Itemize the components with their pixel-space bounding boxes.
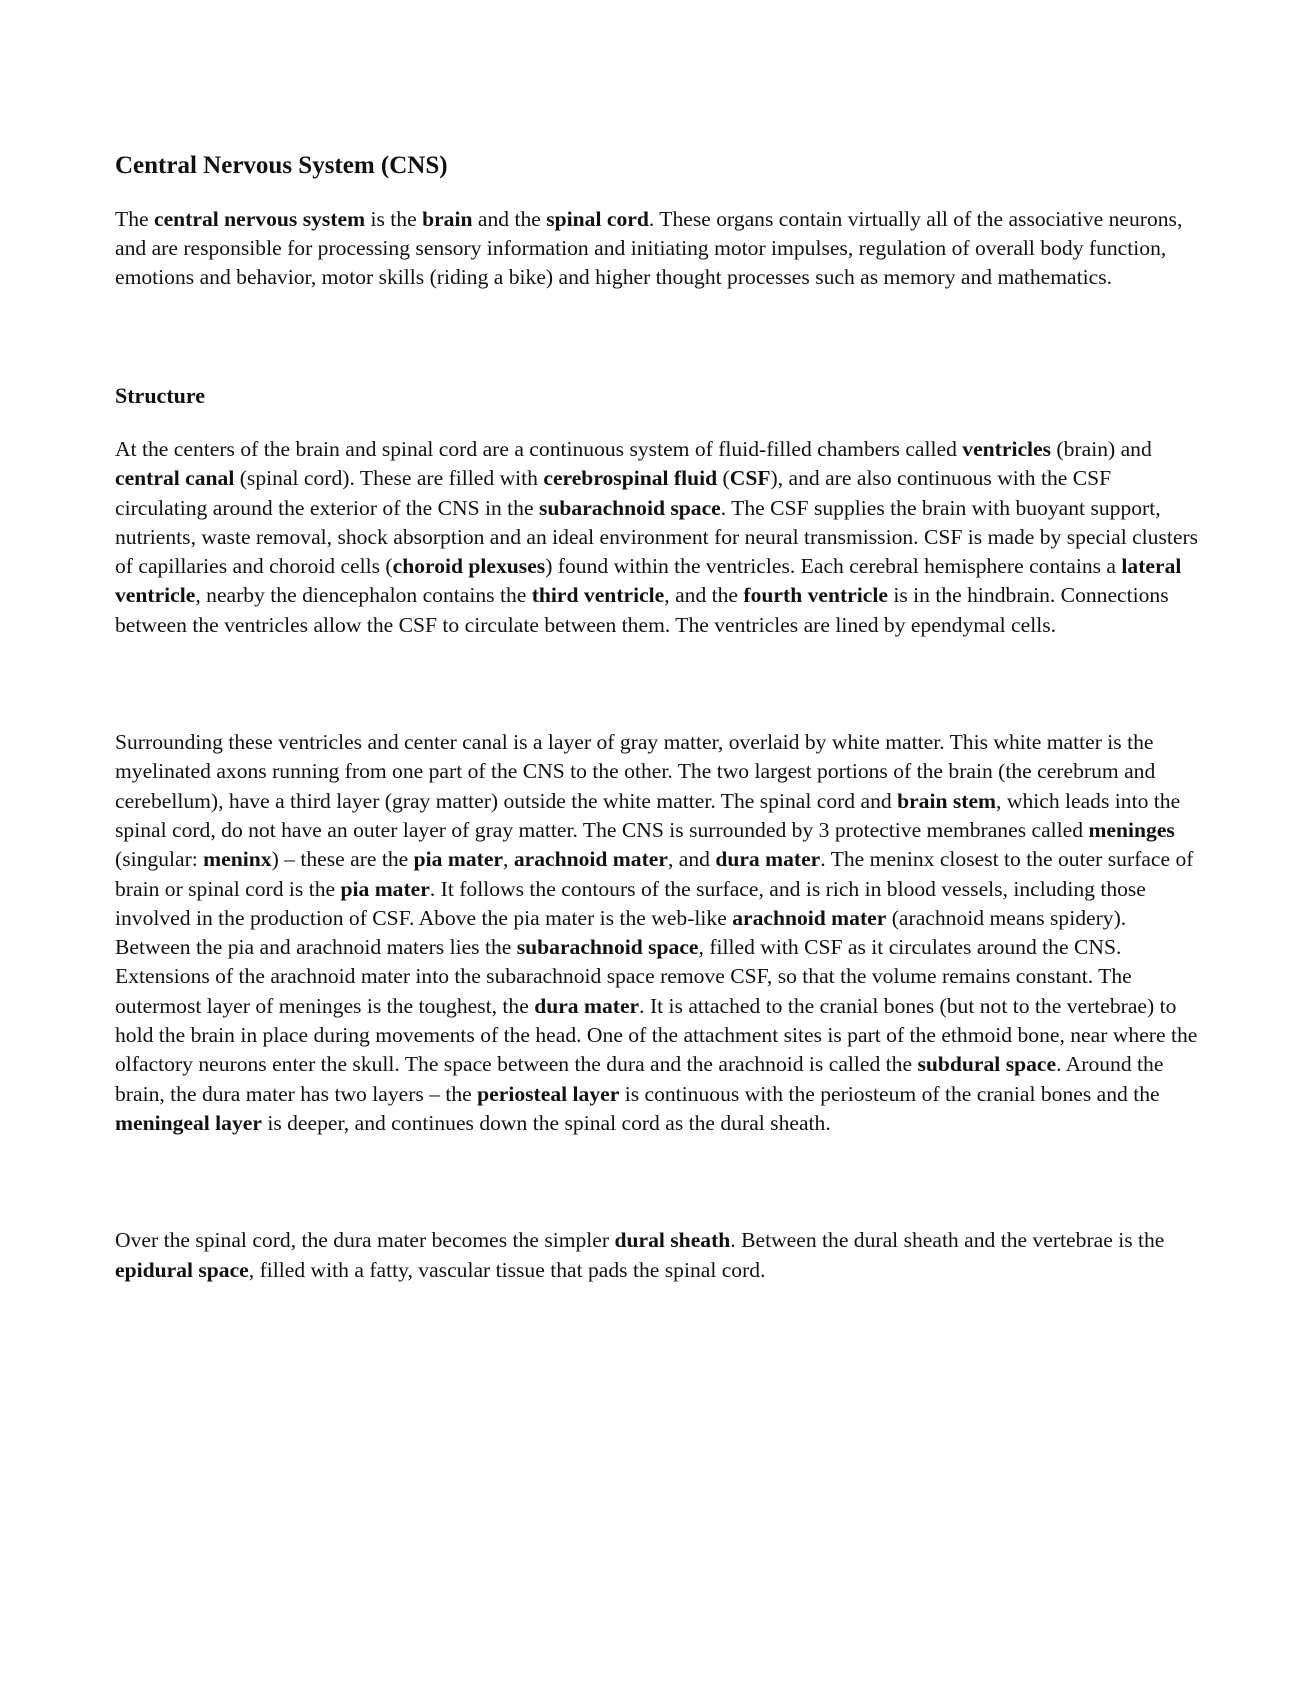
structure-paragraph-dural-sheath (115, 1226, 1200, 1285)
bold-term: epidural space (115, 1257, 249, 1282)
bold-term: central nervous system (153, 206, 366, 231)
text-run: . It follows the contours of the surface, and is rich in blood vessels, including those involved in the production of CSF. Above the pia mater is the web-like (115, 876, 1146, 930)
bold-term: meninges (1088, 817, 1175, 842)
bold-term: subarachnoid space (538, 495, 721, 520)
bold-term: pia mater (340, 876, 430, 901)
text-run: ) found within the ventricles. Each cerebral hemisphere contains a (545, 554, 1122, 579)
bold-term: meninx (203, 847, 272, 872)
text-run: , and (667, 847, 716, 872)
text-run: . Around the brain, the dura mater has two layers – the (115, 1052, 1164, 1106)
spacer (115, 640, 1200, 728)
text-run: is in the hindbrain. Connections between the ventricles allow the CSF to circulate between them. The ventricles are lined by ependymal cells. (115, 583, 1169, 637)
bold-term: dural sheath (614, 1228, 731, 1253)
bold-term: pia mater (413, 847, 504, 872)
text-run: (arachnoid means spidery). Between the pia and arachnoid maters lies the (115, 905, 1127, 960)
text-run: (brain) and (1051, 436, 1152, 461)
bold-term: CSF (729, 466, 771, 491)
bold-term: arachnoid mater (732, 905, 887, 930)
structure-paragraph-meninges (115, 728, 1200, 1138)
section-heading-structure: Structure (115, 383, 206, 409)
bold-term: brain stem (897, 788, 997, 813)
bold-term: fourth ventricle (743, 583, 888, 608)
text-run: ) – these are the (271, 847, 414, 872)
text-run: . These organs contain virtually all of the associative neurons, and are responsible for processing sensory information and initiating motor impulses, regulation of overall body function, emotions and behavior, motor skills (riding a bike) and higher thought processes such as memory and mathematics. (115, 206, 1183, 290)
text-run: . Between the dural sheath and the vertebrae is the (730, 1228, 1165, 1253)
text-run: . The CSF supplies the brain with buoyant support, nutrients, waste removal, shock absorption and an ideal environment for neural transmission. CSF is made by special clusters of capillaries and choroid cells ( (115, 495, 1199, 579)
text-run: Surrounding these ventricles and center canal is a layer of gray matter, overlaid by white matter. This white matter is the myelinated axons running from one part of the CNS to the other. The two largest portions of the brain (the cerebrum and cerebellum), have a third layer (gray matter) outside the white matter. The spinal cord and (115, 730, 1156, 813)
text-run: is continuous with the periosteum of the cranial bones and the (619, 1081, 1160, 1106)
text-run: Over the spinal cord, the dura mater becomes the simpler (115, 1228, 615, 1253)
text-run: ), and are also continuous with the CSF circulating around the exterior of the CNS in the (115, 466, 1112, 520)
bold-term: subarachnoid space (516, 935, 699, 960)
text-run: . The meninx closest to the outer surface of brain or spinal cord is the (115, 847, 1194, 901)
text-run: , and the (664, 583, 744, 608)
bold-term: central canal (115, 466, 235, 491)
text-run: , filled with CSF as it circulates around the CNS. Extensions of the arachnoid mater into the subarachnoid space remove CSF, so that the volume remains constant. The outermost layer of meninges is the toughest, the (115, 935, 1132, 1018)
bold-term: brain (422, 206, 473, 231)
text-run: (spinal cord). These are filled with (234, 466, 544, 491)
text-run: ( (717, 466, 730, 491)
bold-term: dura mater (534, 993, 640, 1018)
text-run: At the centers of the brain and spinal cord are a continuous system of fluid-filled chambers called (115, 436, 963, 461)
bold-term: periosteal layer (477, 1081, 620, 1106)
text-run: , (503, 847, 514, 872)
bold-term: third ventricle (531, 583, 665, 608)
text-run: is deeper, and continues down the spinal cord as the dural sheath. (261, 1110, 831, 1135)
bold-term: cerebrospinal fluid (543, 466, 718, 491)
bold-term: meningeal layer (115, 1110, 262, 1135)
text-run: The (115, 206, 154, 231)
text-run: (singular: (115, 847, 204, 872)
bold-term: ventricles (962, 436, 1052, 461)
text-run: , which leads into the spinal cord, do not have an outer layer of gray matter. The CNS is surrounded by 3 protective membranes called (115, 788, 1181, 842)
intro-paragraph (115, 205, 1200, 293)
bold-term: spinal cord (546, 206, 649, 231)
text-run: , nearby the diencephalon contains the (195, 583, 532, 608)
document-title: Central Nervous System (CNS) (115, 152, 448, 179)
bold-term: choroid plexuses (392, 554, 546, 579)
bold-term: arachnoid mater (513, 847, 668, 872)
bold-term: lateral ventricle (115, 554, 1182, 608)
bold-term: dura mater (715, 847, 821, 872)
text-run: , filled with a fatty, vascular tissue that pads the spinal cord. (248, 1257, 766, 1282)
text-run: is the (365, 206, 423, 231)
spacer (115, 1138, 1200, 1226)
spacer (115, 292, 1200, 382)
structure-paragraph-ventricles (115, 435, 1200, 640)
bold-term: subdural space (917, 1052, 1057, 1077)
document-page (115, 150, 1200, 1285)
text-run: . It is attached to the cranial bones (but not to the vertebrae) to hold the brain in place during movements of the head. One of the attachment sites is part of the ethmoid bone, near where the olfactory neurons enter the skull. The space between the dura and the arachnoid is called the (115, 993, 1198, 1077)
text-run: and the (472, 206, 547, 231)
